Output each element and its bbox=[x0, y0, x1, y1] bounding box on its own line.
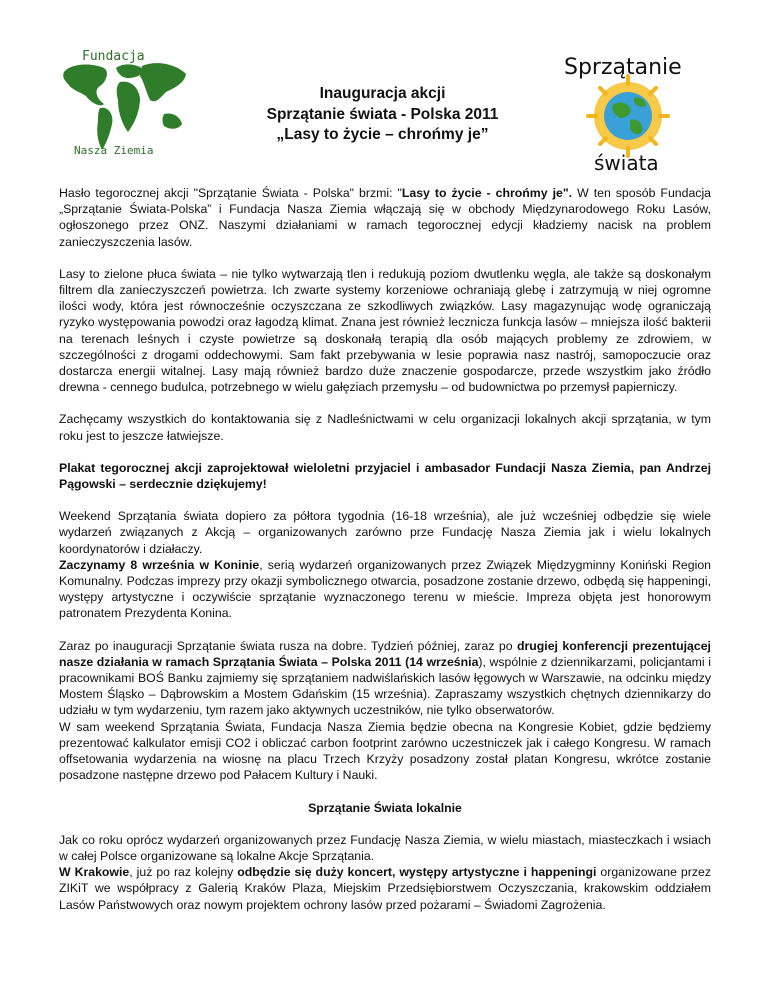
p7-text-b: ), wspólnie z dziennikarzami, policjantami i pracownikami BOŚ Banku zajmiemy się sprzątaniem nadwiślańskich lasów łęgowych w Warszawie, na odcinku między Mostem Śląsko – Dąbrowskim a Mostem Gdańskim (15 września). Zapraszamy wszystkich chętnych dziennikarzy do udziału w tym wydarzeniu, tym razem jako aktywnych uczestników, nie tylko obserwatorów. bbox=[59, 654, 711, 718]
p1-text-c: W ten sposób Fundacja „Sprzątanie Świata-Polska” i Fundacja Nasza Ziemia włączają się w obchody Międzynarodowego Roku Lasów, ogłoszonego przez ONZ. Naszymi działaniami w ramach tegorocznej edycji kładziemy nacisk na problem zanieczyszczenia lasów. bbox=[59, 186, 712, 249]
p10-bold-2: odbędzie się duży koncert, występy artystyczne i happeningi bbox=[237, 865, 597, 880]
paragraph-2: Lasy to zielone płuca świata – nie tylko wytwarzają tlen i redukują poziom dwutlenku węgla, ale także są doskonałym filtrem dla zanieczyszczeń powietrza. Ich zwarte systemy korzeniowe ochraniają glebę i zatrzymują w niej ogromne ilości wody, która jest równocześnie oczyszczana ze szkodliwych związków. Lasy magazynując wodę ograniczają ryzyko występowania powodzi oraz łagodzą klimat. Znana jest również lecznicza funkcja lasów – mniejsza ilość bakterii na terenach leśnych i czyste powietrze są doskonałą terapią dla osób mających problemy ze zdrowiem, w szczególności z drogami oddechowymi. Sam fakt przebywania w lesie poprawia nasz nastrój, samopoczucie oraz dostarcza energii witalnej. Lasy mają również bardzo duże znaczenie gospodarcze, przede wszystkim jako źródło drewna - cennego budulca, potrzebnego w wielu gałęziach przemysłu – od budownictwa po przemysł papierniczy. bbox=[59, 266, 711, 395]
p1-slogan: Lasy to życie - chrońmy je". bbox=[401, 186, 573, 200]
logo-right-line2: świata bbox=[594, 151, 659, 175]
paragraph-4 bbox=[59, 460, 711, 492]
paragraph-6 bbox=[59, 557, 711, 622]
logo-left-line1: Fundacja bbox=[82, 49, 145, 64]
p6-text: , serią wydarzeń organizowanych przez Związek Międzygminny Koniński Region Komunalny. Podczas imprezy przy okazji symbolicznego otwarcia, posadzone zostanie drzewo, odbędą się happeningi, występy artystyczne i oczywiście sprzątanie wyznaczonego terenu w mieście. Impreza objęta jest honorowym patronatem Prezydenta Konina. bbox=[59, 557, 711, 621]
paragraph-1 bbox=[59, 185, 711, 250]
article-body bbox=[59, 185, 711, 929]
paragraph-9: Jak co roku oprócz wydarzeń organizowanych przez Fundację Nasza Ziemia, w wielu miastach, miasteczkach i wsiach w całej Polsce organizowane są lokalne Akcje Sprzątania. bbox=[59, 832, 711, 863]
world-map-icon bbox=[60, 42, 190, 167]
p10-bold-1: W Krakowie bbox=[59, 865, 130, 880]
fundacja-nasza-ziemia-logo bbox=[60, 42, 190, 167]
title-line-2: Sprzątanie świata - Polska 2011 bbox=[266, 105, 499, 123]
logo-right-line1: Sprzątanie bbox=[564, 55, 682, 80]
section-heading: Sprzątanie Świata lokalnie bbox=[308, 800, 462, 815]
p4-bold: Plakat tegorocznej akcji zaprojektował wieloletni przyjaciel i ambasador Fundacji Nasza Ziemia, pan Andrzej Pągowski – serdecznie dziękujemy! bbox=[59, 460, 711, 492]
p7-text-a: Zaraz po inauguracji Sprzątanie świata rusza na dobre. Tydzień później, zaraz po bbox=[59, 638, 517, 653]
paragraph-3: Zachęcamy wszystkich do kontaktowania się z Nadleśnictwami w celu organizacji lokalnych akcji sprzątania, w tym roku jest to jeszcze łatwiejsze. bbox=[59, 412, 711, 443]
paragraph-5: Weekend Sprzątania świata dopiero za półtora tygodnia (16-18 września), ale już wcześniej odbędzie się wiele wydarzeń związanych z Akcją – organizowanych zarówno prze Fundację Nasza Ziemia jak i wielu lokalnych koordynatorów i działaczy. bbox=[59, 509, 711, 556]
p10-text-a: , już po raz kolejny bbox=[129, 865, 238, 880]
globe-sun-icon bbox=[560, 48, 710, 178]
logo-left-line2: Nasza Ziemia bbox=[74, 144, 154, 157]
paragraph-8: W sam weekend Sprzątania Świata, Fundacja Nasza Ziemia będzie obecna na Kongresie Kobiet, gdzie będziemy prezentować kalkulator emisji CO2 i obliczać carbon footprint zarówno uczestniczek jak i całego Kongresu. W ramach offsetowania wydarzenia na wiosnę na placu Trzech Krzyży posadzony został platan Kongresu, wkrótce zostanie posadzone następne drzewo pod Pałacem Kultury i Nauki. bbox=[59, 719, 711, 783]
paragraph-7 bbox=[59, 638, 711, 719]
paragraph-10 bbox=[59, 864, 711, 913]
sprzatanie-swiata-logo bbox=[560, 48, 710, 178]
title-line-3: „Lasy to życie – chrońmy je” bbox=[276, 126, 489, 143]
p7-bold: drugiej konferencji prezentującej nasze działania w ramach Sprzątania Świata – Polska 2011 (14 września bbox=[59, 638, 711, 669]
p1-text-a: Hasło tegorocznej akcji "Sprzątanie Świata - Polska" brzmi: " bbox=[59, 186, 402, 200]
title-line-1: Inauguracja akcji bbox=[319, 85, 446, 102]
p6-bold: Zaczynamy 8 września w Koninie bbox=[59, 557, 260, 572]
p10-text-b: organizowane przez ZIKiT we współpracy z Galerią Kraków Plaza, Miejskim Przedsiębiorstwem Oczyszczania, krakowskim oddziałem Lasów Państwowych oraz nowym projektem ochrony lasów przed pożarami – Świadomi Zagrożenia. bbox=[59, 865, 711, 912]
earth-icon bbox=[604, 92, 652, 140]
page-title bbox=[200, 84, 565, 146]
